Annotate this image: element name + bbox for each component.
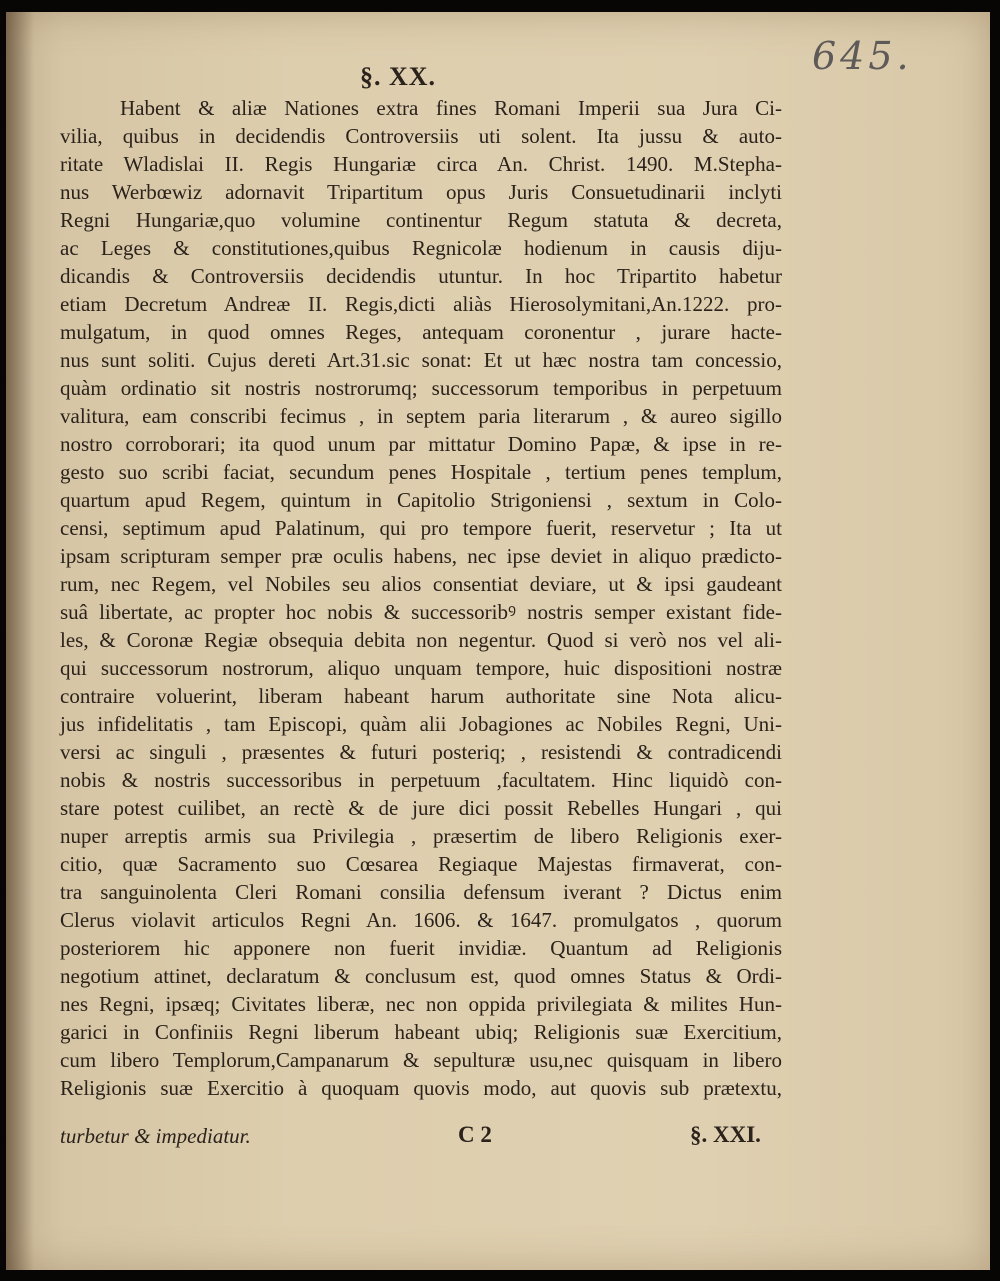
text-line: mulgatum, in quod omnes Reges, antequam coronentur , jurare hacte- bbox=[60, 320, 782, 344]
text-line: ritate Wladislai II. Regis Hungariæ circa An. Christ. 1490. M.Stepha- bbox=[60, 152, 782, 176]
folio-number: 645. bbox=[812, 34, 913, 78]
text-line: posteriorem hic apponere non fuerit invidiæ. Quantum ad Religionis bbox=[60, 936, 782, 960]
text-line: nobis & nostris successoribus in perpetuum ,facultatem. Hinc liquidò con- bbox=[60, 768, 782, 792]
text-line: censi, septimum apud Palatinum, qui pro tempore fuerit, reservetur ; Ita ut bbox=[60, 516, 782, 540]
text-line: cum libero Templorum,Campanarum & sepulturæ usu,nec quisquam in libero bbox=[60, 1048, 782, 1072]
text-line: quàm ordinatio sit nostris nostrorumq; successorum temporibus in perpetuum bbox=[60, 376, 782, 400]
text-line: citio, quæ Sacramento suo Cœsarea Regiaque Majestas firmaverat, con- bbox=[60, 852, 782, 876]
text-line: rum, nec Regem, vel Nobiles seu alios consentiat deviare, ut & ipsi gaudeant bbox=[60, 572, 782, 596]
text-line: valitura, eam conscribi fecimus , in septem paria literarum , & aureo sigillo bbox=[60, 404, 782, 428]
text-line: Regni Hungariæ,quo volumine continentur Regum statuta & decreta, bbox=[60, 208, 782, 232]
page-gutter-shadow bbox=[6, 12, 34, 1270]
text-line: nes Regni, ipsæq; Civitates liberæ, nec non oppida privilegiata & milites Hun- bbox=[60, 992, 782, 1016]
text-line: suâ libertate, ac propter hoc nobis & successoribꝰ nostris semper existant fide- bbox=[60, 600, 782, 624]
catchword: §. XXI. bbox=[690, 1122, 761, 1147]
text-line: nus Werbœwiz adornavit Tripartitum opus Juris Consuetudinarii inclyti bbox=[60, 180, 782, 204]
text-line: vilia, quibus in decidendis Controversiis uti solent. Ita jussu & auto- bbox=[60, 124, 782, 148]
signature-mark: C 2 bbox=[458, 1122, 492, 1147]
text-line: turbetur & impediatur. bbox=[60, 1124, 251, 1148]
text-line: Religionis suæ Exercitio à quoquam quovis modo, aut quovis sub prætextu, bbox=[60, 1076, 782, 1100]
text-line: Habent & aliæ Nationes extra fines Romani Imperii sua Jura Ci- bbox=[120, 96, 782, 120]
text-line: les, & Coronæ Regiæ obsequia debita non negentur. Quod si verò nos vel ali- bbox=[60, 628, 782, 652]
text-line: nuper arreptis armis sua Privilegia , præsertim de libero Religionis exer- bbox=[60, 824, 782, 848]
text-line: garici in Confiniis Regni liberum habeant ubiq; Religionis suæ Exercitium, bbox=[60, 1020, 782, 1044]
text-line: qui successorum nostrorum, aliquo unquam tempore, huic dispositioni nostræ bbox=[60, 656, 782, 680]
text-line: contraire voluerint, liberam habeant harum authoritate sine Nota alicu- bbox=[60, 684, 782, 708]
text-line: nus sunt soliti. Cujus dereti Art.31.sic sonat: Et ut hæc nostra tam concessio, bbox=[60, 348, 782, 372]
text-line: ac Leges & constitutiones,quibus Regnicolæ hodienum in causis diju- bbox=[60, 236, 782, 260]
section-heading: §. XX. bbox=[360, 62, 437, 91]
text-line: Clerus violavit articulos Regni An. 1606. & 1647. promulgatos , quorum bbox=[60, 908, 782, 932]
text-line: dicandis & Controversiis decidendis utuntur. In hoc Tripartito habetur bbox=[60, 264, 782, 288]
text-line: tra sanguinolenta Cleri Romani consilia defensum iverant ? Dictus enim bbox=[60, 880, 782, 904]
text-line: etiam Decretum Andreæ II. Regis,dicti aliàs Hierosolymitani,An.1222. pro- bbox=[60, 292, 782, 316]
text-line: quartum apud Regem, quintum in Capitolio Strigoniensi , sextum in Colo- bbox=[60, 488, 782, 512]
text-line: versi ac singuli , præsentes & futuri posteriq; , resistendi & contradicendi bbox=[60, 740, 782, 764]
text-line: stare potest cuilibet, an rectè & de jure dici possit Rebelles Hungari , qui bbox=[60, 796, 782, 820]
text-line: nostro corroborari; ita quod unum par mittatur Domino Papæ, & ipse in re- bbox=[60, 432, 782, 456]
text-line: ipsam scripturam semper præ oculis habens, nec ipse deviet in aliquo prædicto- bbox=[60, 544, 782, 568]
text-line: jus infidelitatis , tam Episcopi, quàm alii Jobagiones ac Nobiles Regni, Uni- bbox=[60, 712, 782, 736]
text-line: negotium attinet, declaratum & conclusum est, quod omnes Status & Ordi- bbox=[60, 964, 782, 988]
text-line: gesto suo scribi faciat, secundum penes Hospitale , tertium penes templum, bbox=[60, 460, 782, 484]
